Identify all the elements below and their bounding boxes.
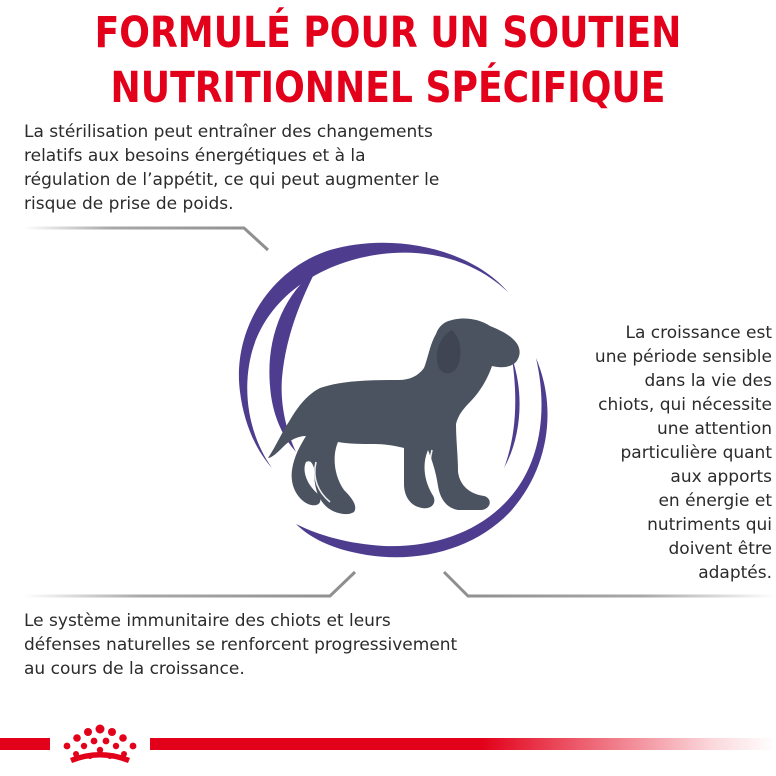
callout-line: aux apports [670,467,772,487]
callout-line: doivent être [668,539,772,559]
callout-line: adaptés. [698,563,772,583]
connector-top-left [24,228,268,250]
callout-line: une période sensible [594,347,772,367]
callout-line: une attention [657,419,772,439]
callout-line: défenses naturelles se renforcent progressivement [24,635,458,655]
title-line-2: NUTRITIONNEL SPÉCIFIQUE [110,63,666,113]
callout-line: particulière quant [620,443,772,463]
callout-line: relatifs aux besoins énergétiques et à la [24,146,366,166]
connector-right [444,572,776,596]
callout-line: Le système immunitaire des chiots et leurs [24,611,391,631]
callout-line: au cours de la croissance. [24,659,245,679]
royal-crown-logo-icon [50,712,150,772]
callout-line: régulation de l’appétit, ce qui peut augmenter le [24,170,440,190]
callout-line: dans la vie des [644,371,772,391]
callout-line: nutriments qui [647,515,772,535]
callout-line: risque de prise de poids. [24,194,234,214]
connector-bottom-left [24,572,355,596]
title-line-1: FORMULÉ POUR UN SOUTIEN [94,8,682,58]
callout-line: chiots, qui nécessite [598,395,772,415]
callout-line: La stérilisation peut entraîner des changements [24,122,433,142]
callout-line: en énergie et [658,491,772,511]
puppy-silhouette-icon [268,319,520,515]
callout-line: La croissance est [625,323,772,343]
